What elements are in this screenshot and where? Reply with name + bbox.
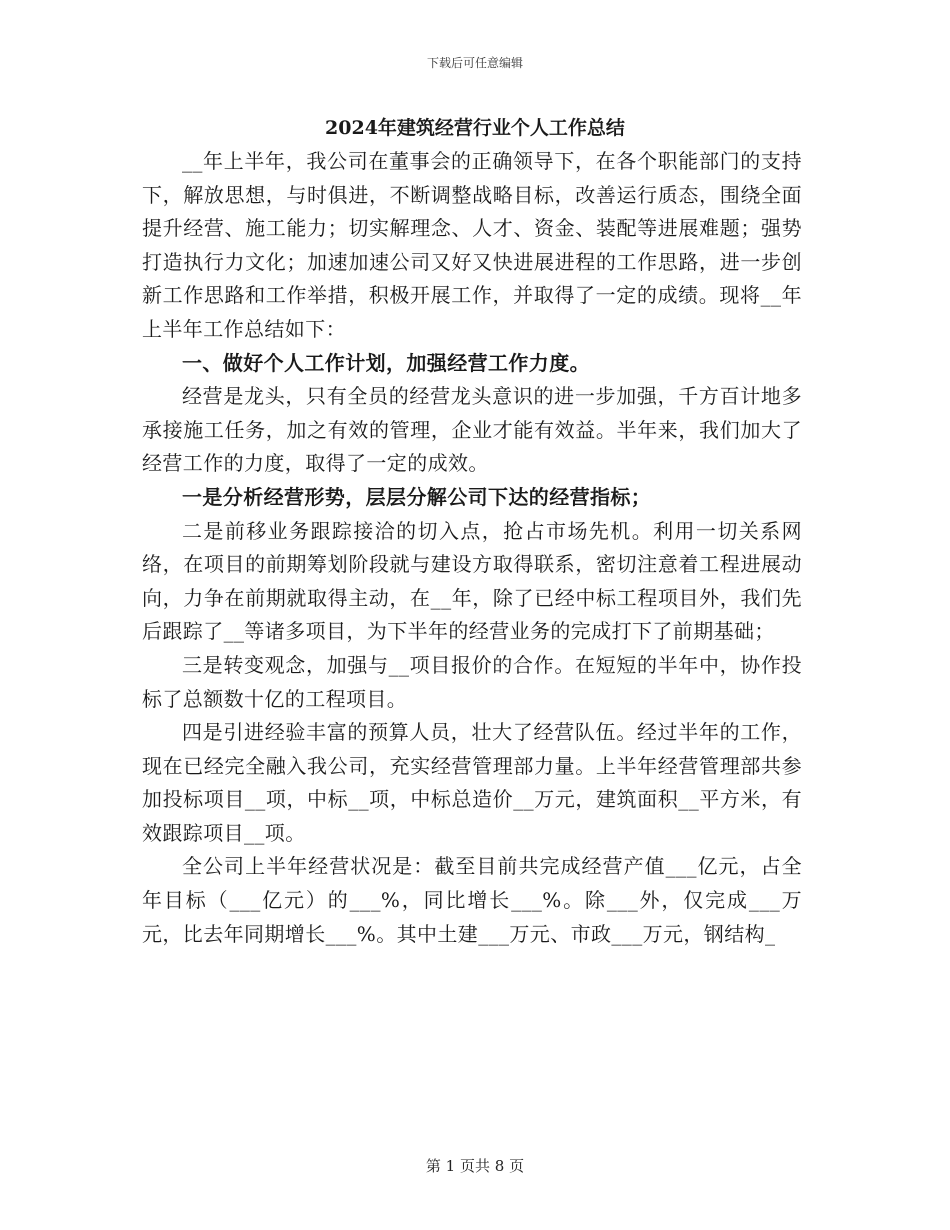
paragraph-point-3: 三是转变观念，加强与__项目报价的合作。在短短的半年中，协作投标了总额数十亿的工程项目。 [142, 652, 802, 711]
document-body [142, 145, 802, 951]
document-title: 2024年建筑经营行业个人工作总结 [325, 117, 625, 139]
paragraph-point-4: 四是引进经验丰富的预算人员，壮大了经营队伍。经过半年的工作，现在已经完全融入我公司，充实经营管理部力量。上半年经营管理部共参加投标项目__项，中标__项，中标总造价__万元，建筑面积__平方米，有效跟踪项目__项。 [142, 720, 802, 845]
paragraph-status: 全公司上半年经营状况是：截至目前共完成经营产值___亿元，占全年目标（___亿元）的___%，同比增长___%。除___外，仅完成___万元，比去年同期增长___%。其中土建___万元、市政___万元，钢结构_ [142, 854, 802, 946]
header-note: 下载后可任意编辑 [426, 56, 523, 70]
paragraph-point-2: 二是前移业务跟踪接洽的切入点，抢占市场先机。利用一切关系网络，在项目的前期筹划阶段就与建设方取得联系，密切注意着工程进展动向，力争在前期就取得主动，在__年，除了已经中标工程项目外，我们先后跟踪了__等诸多项目，为下半年的经营业务的完成打下了前期基础； [142, 518, 802, 644]
point-heading-1: 一是分析经营形势，层层分解公司下达的经营指标； [182, 484, 652, 509]
paragraph-intro: __年上半年，我公司在董事会的正确领导下，在各个职能部门的支持下，解放思想，与时俱进，不断调整战略目标，改善运行质态，围绕全面提升经营、施工能力；切实解理念、人才、资金、装配等进展难题；强势打造执行力文化；加速加速公司又好又快进展进程的工作思路，进一步创新工作思路和工作举措，积极开展工作，并取得了一定的成绩。现将__年上半年工作总结如下： [142, 149, 802, 341]
page-footer: 第 1 页共 8 页 [425, 1157, 525, 1175]
section-heading-1: 一、做好个人工作计划，加强经营工作力度。 [182, 350, 590, 375]
paragraph-business: 经营是龙头，只有全员的经营龙头意识的进一步加强，千方百计地多承接施工任务，加之有效的管理，企业才能有效益。半年来，我们加大了经营工作的力度，取得了一定的成效。 [142, 384, 802, 476]
